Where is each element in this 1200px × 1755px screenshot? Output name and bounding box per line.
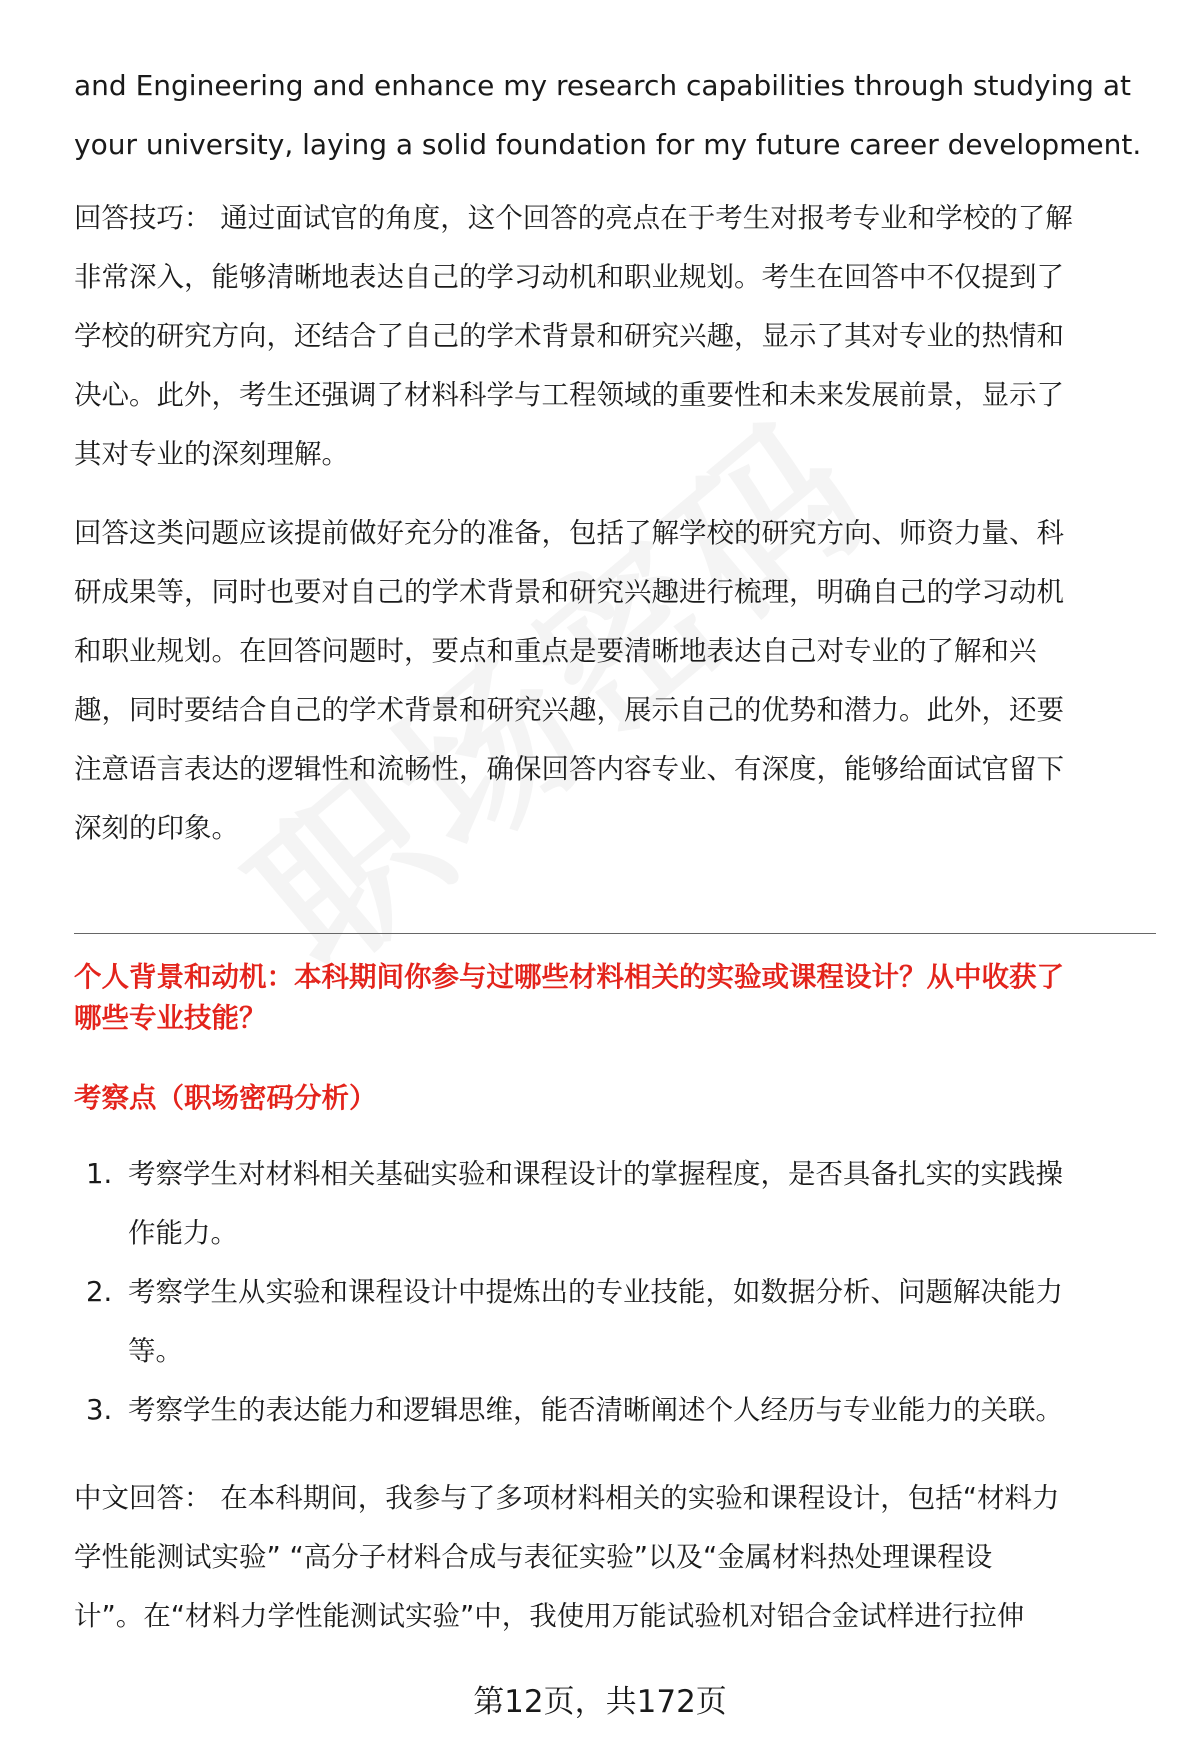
main-content — [74, 56, 1154, 858]
question-line: 个人背景和动机：本科期间你参与过哪些材料相关的实验或课程设计？从中收获了 — [74, 961, 1064, 993]
tips-line — [74, 189, 1154, 248]
advice-line: 注意语言表达的逻辑性和流畅性，确保回答内容专业、有深度，能够给面试官留下 — [74, 753, 1064, 785]
tips-text: 通过面试官的角度，这个回答的亮点在于考生对报考专业和学校的了解 — [211, 202, 1073, 234]
list-item — [74, 1263, 1154, 1381]
list-item — [74, 1145, 1154, 1263]
tips-label: 回答技巧： — [74, 202, 212, 234]
advice-line: 和职业规划。在回答问题时，要点和重点是要清晰地表达自己对专业的了解和兴 — [74, 635, 1037, 667]
list-item-number: 2. — [86, 1276, 113, 1308]
chinese-answer-text: 在本科期间，我参与了多项材料相关的实验和课程设计，包括“材料力 — [211, 1482, 1060, 1514]
page-number: 第12页，共172页 — [473, 1684, 727, 1720]
english-answer-line: your university, laying a solid foundation for my future career development. — [74, 128, 1142, 161]
list-item-number: 3. — [86, 1394, 113, 1426]
assessment-points-list — [74, 1145, 1154, 1440]
list-item — [74, 1381, 1154, 1440]
advice-line: 研成果等，同时也要对自己的学术背景和研究兴趣进行梳理，明确自己的学习动机 — [74, 576, 1064, 608]
assessment-points-heading: 考察点（职场密码分析） — [74, 1082, 377, 1114]
list-item-line: 考察学生对材料相关基础实验和课程设计的掌握程度，是否具备扎实的实践操 — [128, 1158, 1063, 1190]
section-divider — [74, 933, 1156, 934]
tips-line: 其对专业的深刻理解。 — [74, 438, 349, 470]
chinese-answer-line — [74, 1469, 1154, 1528]
chinese-answer — [74, 1469, 1154, 1646]
list-item-line: 作能力。 — [128, 1217, 238, 1249]
english-answer-line: and Engineering and enhance my research capabilities through studying at — [74, 69, 1131, 102]
question-line: 哪些专业技能？ — [74, 1002, 267, 1034]
list-item-number: 1. — [86, 1158, 113, 1190]
advice-line: 回答这类问题应该提前做好充分的准备，包括了解学校的研究方向、师资力量、科 — [74, 517, 1064, 549]
list-item-line: 考察学生的表达能力和逻辑思维，能否清晰阐述个人经历与专业能力的关联。 — [128, 1394, 1063, 1426]
advice-line: 趣，同时要结合自己的学术背景和研究兴趣，展示自己的优势和潜力。此外，还要 — [74, 694, 1064, 726]
chinese-answer-line: 学性能测试实验” “高分子材料合成与表征实验”以及“金属材料热处理课程设 — [74, 1541, 993, 1573]
chinese-answer-label: 中文回答： — [74, 1482, 212, 1514]
list-item-line: 考察学生从实验和课程设计中提炼出的专业技能，如数据分析、问题解决能力 — [128, 1276, 1063, 1308]
question-heading — [74, 957, 1154, 1039]
tips-line: 决心。此外，考生还强调了材料科学与工程领域的重要性和未来发展前景，显示了 — [74, 379, 1064, 411]
chinese-answer-line: 计”。在“材料力学性能测试实验”中，我使用万能试验机对铝合金试样进行拉伸 — [74, 1600, 1025, 1632]
tips-line: 非常深入，能够清晰地表达自己的学习动机和职业规划。考生在回答中不仅提到了 — [74, 261, 1064, 293]
advice-line: 深刻的印象。 — [74, 812, 239, 844]
list-item-line: 等。 — [128, 1335, 183, 1367]
tips-line: 学校的研究方向，还结合了自己的学术背景和研究兴趣，显示了其对专业的热情和 — [74, 320, 1064, 352]
